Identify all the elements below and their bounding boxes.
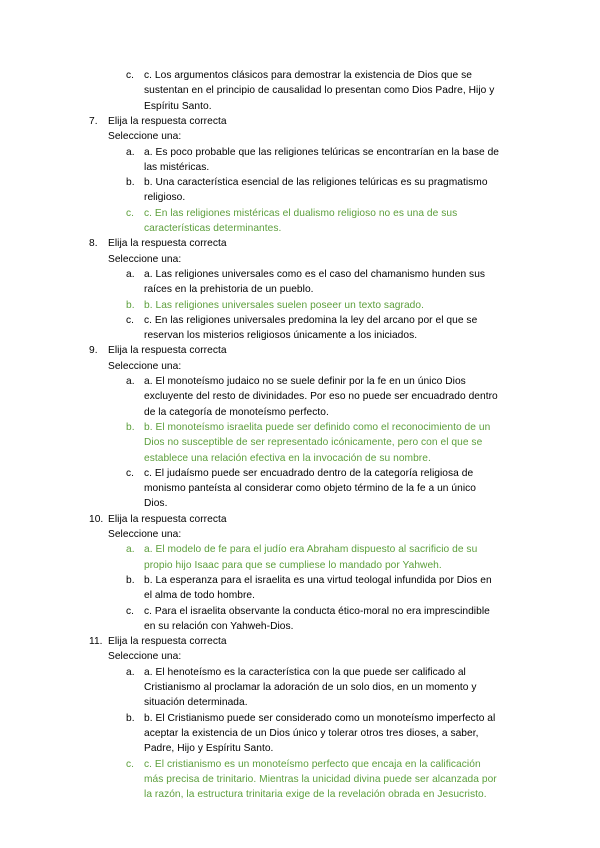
question-10-option-text: el alma de todo hombre. bbox=[144, 590, 256, 602]
question-8-option-letter: b. bbox=[126, 299, 135, 311]
question-8-option-text: raíces en la prehistoria de un pueblo. bbox=[144, 284, 314, 296]
question-9-option-text: Dios. bbox=[144, 498, 168, 510]
carryover-option-text: sustentan en el principio de causalidad lo presentan como Dios Padre, Hijo y bbox=[144, 85, 495, 97]
question-9-option-letter: c. bbox=[126, 467, 135, 479]
question-11-option-text: más precisa de trinitario. Mientras la unicidad divina puede ser alcanzada por bbox=[144, 773, 497, 785]
question-9-option-text: Dios no susceptible de ser representado icónicamente, pero con el que se bbox=[144, 437, 483, 449]
question-9-number: 9. bbox=[89, 345, 98, 357]
question-11-option-text: aceptar la existencia de un Dios único y tolerar otros tres dioses, a saber, bbox=[144, 727, 479, 739]
question-11-option-text: b. El Cristianismo puede ser considerado como un monoteísmo imperfecto al bbox=[144, 712, 496, 724]
question-11-option-letter: a. bbox=[126, 666, 135, 678]
question-10-option-letter: a. bbox=[126, 544, 135, 556]
question-10-option-text: a. El modelo de fe para el judío era Abraham dispuesto al sacrificio de su bbox=[144, 544, 478, 556]
question-7-prompt: Elija la respuesta correcta bbox=[108, 115, 227, 127]
question-8-option-text: a. Las religiones universales como es el caso del chamanismo hunden sus bbox=[144, 268, 486, 280]
question-7-option-text: religioso. bbox=[144, 192, 186, 204]
question-7-option-letter: c. bbox=[126, 207, 135, 219]
question-11-option-text: a. El henoteísmo es la característica con la que puede ser calificado al bbox=[144, 666, 466, 678]
question-10-option-text: c. Para el israelita observante la conducta ético-moral no era imprescindible bbox=[144, 605, 490, 617]
question-9-option-text: establece una relación efectiva en la invocación de su nombre. bbox=[144, 452, 431, 464]
question-11-option-text: Cristianismo al proclamar la adoración de un solo dios, en un momento y bbox=[144, 682, 477, 693]
question-8-option-letter: c. bbox=[126, 314, 135, 326]
question-7-number: 7. bbox=[89, 115, 98, 127]
question-7-option-letter: b. bbox=[126, 177, 135, 189]
question-11-option-letter: b. bbox=[126, 712, 135, 724]
question-11-select-one: Seleccione una: bbox=[108, 651, 182, 663]
question-9-select-one: Seleccione una: bbox=[108, 360, 182, 372]
question-11-option-text: c. El cristianismo es un monoteísmo perfecto que encaja en la calificación bbox=[144, 758, 481, 770]
question-11-prompt: Elija la respuesta correcta bbox=[108, 636, 227, 648]
question-10-option-letter: b. bbox=[126, 574, 135, 586]
question-9-option-letter: a. bbox=[126, 376, 135, 387]
question-9-option-text: c. El judaísmo puede ser encuadrado dentro de la categoría religiosa de bbox=[144, 467, 474, 479]
carryover-option-text: c. Los argumentos clásicos para demostrar la existencia de Dios que se bbox=[144, 70, 472, 81]
question-8-option-text: c. En las religiones universales predomina la ley del arcano por el que se bbox=[144, 314, 478, 326]
question-8-option-text: b. Las religiones universales suelen poseer un texto sagrado. bbox=[144, 299, 424, 311]
question-10-prompt: Elija la respuesta correcta bbox=[108, 513, 227, 525]
question-11-option-letter: c. bbox=[126, 758, 135, 770]
question-11-option-text: situación determinada. bbox=[144, 697, 248, 709]
question-7-option-letter: a. bbox=[126, 146, 135, 158]
question-10-option-letter: c. bbox=[126, 605, 135, 617]
question-8-select-one: Seleccione una: bbox=[108, 253, 182, 265]
question-10-number: 10. bbox=[89, 513, 104, 525]
question-10-select-one: Seleccione una: bbox=[108, 529, 182, 540]
question-11-option-text: Padre, Hijo y Espíritu Santo. bbox=[144, 743, 274, 755]
question-11-option-text: la razón, la estructura trinitaria exige de la revelación obrada en Jesucristo. bbox=[144, 789, 487, 801]
question-8-number: 8. bbox=[89, 238, 98, 250]
question-10-option-text: b. La esperanza para el israelita es una virtud teologal infundida por Dios en bbox=[144, 574, 492, 586]
question-8-prompt: Elija la respuesta correcta bbox=[108, 238, 227, 250]
question-10-option-text: propio hijo Isaac para que se cumpliese lo mandado por Yahweh. bbox=[144, 559, 442, 571]
carryover-option-text: Espíritu Santo. bbox=[144, 100, 212, 112]
carryover-option-letter: c. bbox=[126, 70, 135, 81]
question-11-number: 11. bbox=[89, 636, 103, 648]
question-9-option-letter: b. bbox=[126, 421, 135, 433]
question-9-option-text: monismo panteísta al considerar como objeto término de la fe a un único bbox=[144, 483, 476, 495]
question-7-option-text: características determinantes. bbox=[144, 223, 282, 234]
question-7-option-text: c. En las religiones mistéricas el dualismo religioso no es una de sus bbox=[144, 207, 458, 219]
question-9-prompt: Elija la respuesta correcta bbox=[108, 345, 227, 357]
question-7-select-one: Seleccione una: bbox=[108, 131, 182, 143]
question-10-option-text: en su relación con Yahweh-Dios. bbox=[144, 620, 294, 632]
question-9-option-text: de la categoría de monoteísmo perfecto. bbox=[144, 406, 329, 418]
question-9-option-text: b. El monoteísmo israelita puede ser definido como el reconocimiento de un bbox=[144, 421, 491, 433]
question-7-option-text: las mistéricas. bbox=[144, 161, 210, 173]
question-9-option-text: excluyente del resto de divinidades. Por eso no puede ser encuadrado dentro bbox=[144, 391, 498, 403]
question-8-option-text: reservan los misterios religiosos únicamente a los iniciados. bbox=[144, 330, 418, 342]
question-9-option-text: a. El monoteísmo judaico no se suele definir por la fe en un único Dios bbox=[144, 376, 466, 387]
question-7-option-text: a. Es poco probable que las religiones telúricas se encontrarían en la base de bbox=[144, 146, 500, 158]
question-7-option-text: b. Una característica esencial de las religiones telúricas es su pragmatismo bbox=[144, 177, 488, 189]
question-8-option-letter: a. bbox=[126, 268, 135, 280]
